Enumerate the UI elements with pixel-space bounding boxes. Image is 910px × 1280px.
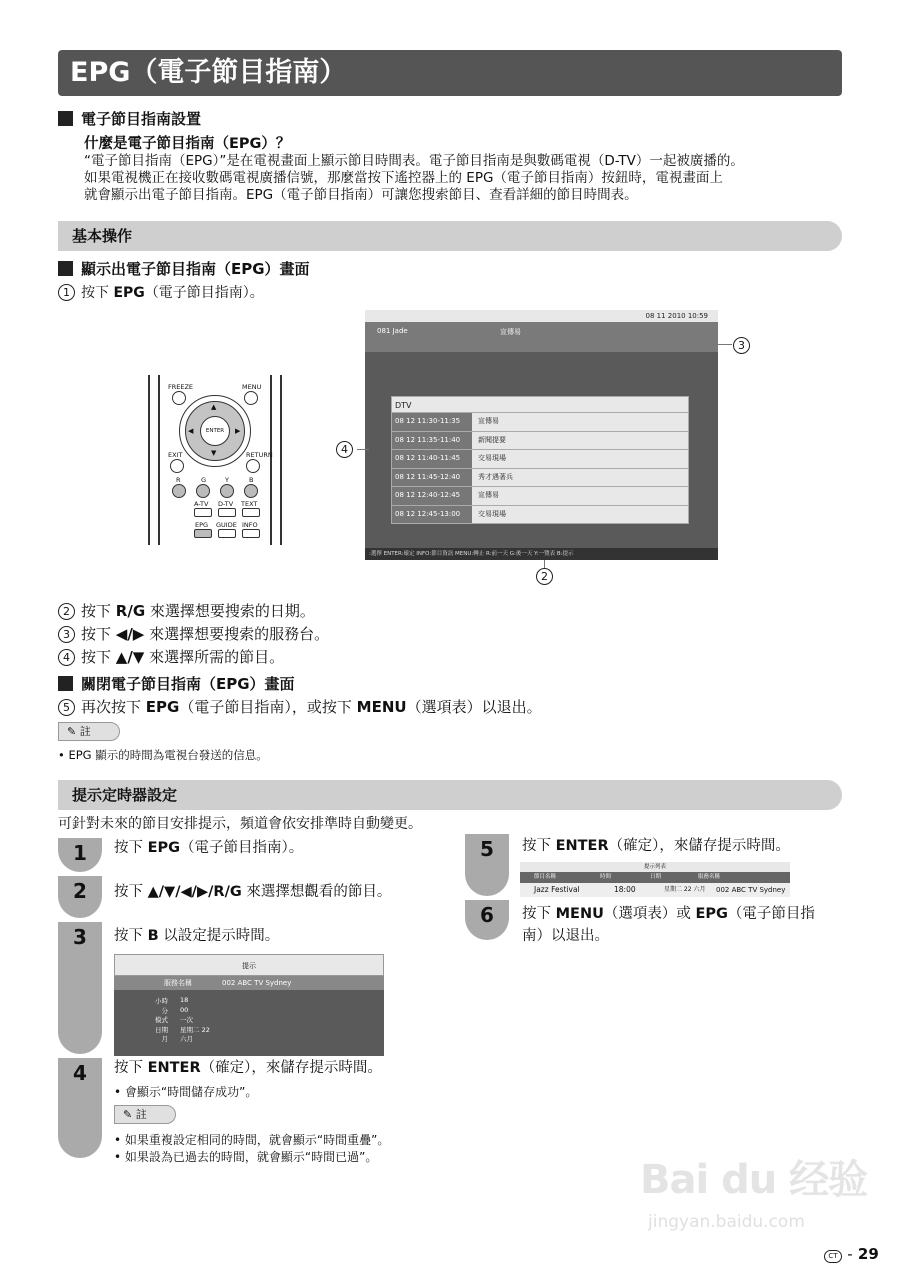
epg-channel-info [365,322,718,352]
step-2-line: 2 按下 R/G 來選擇想要搜索的日期。 [58,600,315,621]
page-title: EPG（電子節目指南） [58,50,842,96]
reminder-step-4: 按下 ENTER（確定），來儲存提示時間。 [114,1060,382,1076]
basic-operation-bar: 基本操作 [58,221,842,251]
atv-button [194,508,212,517]
reminder-success-note: • 會顯示“時間儲存成功”。 [114,1085,258,1099]
reminder-intro: 可針對未來的節目安排提示，頻道會依安排準時自動變更。 [58,816,422,832]
epg-current-program: 宣傳易 [500,328,521,336]
show-epg-heading: 顯示出電子節目指南（EPG）畫面 [58,258,310,279]
note-badge: ✎ 註 [58,722,120,741]
step-number-circle: 4 [58,649,75,666]
step-5-badge: 5 [465,834,509,896]
step-3-badge: 3 [58,922,102,1054]
baidu-watermark-logo: Bai du 经验 [640,1157,868,1203]
step-3-line: 3 按下 ◀/▶ 來選擇想要搜索的服務台。 [58,623,329,644]
epg-grid-header: DTV [391,396,689,413]
dtv-label: D-TV [218,500,234,508]
step-1-line: 1 按下 EPG（電子節目指南）。 [58,282,264,302]
epg-grid-row: 08 12 12:45-13:00 交易現場 [391,506,689,525]
baidu-watermark-url: jingyan.baidu.com [648,1212,805,1232]
epg-grid-row: 08 12 11:40-11:45 交易現場 [391,450,689,469]
remote-edge-line [148,375,150,545]
reminder-field-row: 分 00 [161,1005,189,1015]
r-label: R [176,476,181,484]
step-4-line: 4 按下 ▲/▼ 來選擇所需的節目。 [58,646,284,667]
epg-grid-row: 08 12 12:40-12:45 宣傳易 [391,487,689,506]
return-label: RETURN [246,451,273,459]
reminder-step-3: 按下 B 以設定提示時間。 [114,928,280,944]
reminder-field-row: 模式 一次 [155,1016,193,1024]
paperclip-icon: ✎ [123,1108,133,1121]
r-button [172,484,186,498]
freeze-label: FREEZE [168,383,194,391]
reminder-step-5: 按下 ENTER（確定），來儲存提示時間。 [522,838,790,854]
reminder-field-row: 日期 星期二 22 [155,1025,210,1034]
epg-footer-legend: :選擇 ENTER:確定 INFO:節目資訊 MENU:轉止 R:前一天 G:後一天 Y:一覽表 B:提示 [365,548,718,560]
step-1-badge: 1 [58,838,102,872]
intro-paragraph-line-2: 如果電視機正在接收數碼電視廣播信號，那麼當按下遙控器上的 EPG（電子節目指南）按鈕時，電視畫面上 [84,170,723,186]
epg-label: EPG [195,521,209,529]
epg-screen-illustration [365,310,718,560]
page-number: 29 [857,1245,879,1263]
guide-button [218,529,236,538]
reminder-list-columns: 節目名稱 時間 日期 服務名稱 [520,872,790,883]
remote-edge-line [280,375,282,545]
reminder-service-row: 服務名稱 002 ABC TV Sydney [114,976,384,990]
atv-label: A-TV [194,500,209,508]
step-number-circle: 3 [58,626,75,643]
paperclip-icon: ✎ [67,725,77,738]
remote-edge-line [270,375,272,545]
epg-datetime: 08 11 2010 10:59 [365,310,718,322]
g-button [196,484,210,498]
what-is-epg-subheading: 什麼是電子節目指南（EPG）？ [84,136,291,152]
return-button [246,459,260,473]
callout-line [544,560,545,568]
remote-control-illustration [148,375,283,545]
square-bullet-icon [58,676,73,691]
epg-button [194,529,212,538]
epg-time-note: • EPG 顯示的時間為電視台發送的信息。 [58,748,268,762]
epg-program-grid [391,396,689,524]
epg-grid-row: 08 12 11:35-11:40 新聞提要 [391,432,689,451]
guide-label: GUIDE [216,521,237,529]
callout-4: 4 [336,441,353,458]
callout-2: 2 [536,568,553,585]
square-bullet-icon [58,111,73,126]
up-arrow-icon: ▲ [211,403,217,411]
y-label: Y [225,476,229,484]
note-badge: ✎ 註 [114,1105,176,1124]
reminder-box-title: 提示 [114,954,384,976]
callout-3: 3 [733,337,750,354]
step-6-badge: 6 [465,900,509,940]
step-4-badge: 4 [58,1058,102,1158]
menu-button [244,391,258,405]
reminder-settings-box [114,954,384,1056]
down-arrow-icon: ▼ [211,449,217,457]
reminder-step-2: 按下 ▲/▼/◀/▶/R/G 來選擇想觀看的節目。 [114,884,392,900]
intro-paragraph-line-3: 就會顯示出電子節目指南。EPG（電子節目指南）可讓您搜索節目、查看詳細的節目時間表。 [84,187,638,203]
language-badge: CT [824,1250,842,1263]
epg-grid-row: 08 12 11:45-12:40 秀才遇著兵 [391,469,689,488]
reminder-step-1: 按下 EPG（電子節目指南）。 [114,840,304,856]
info-button [242,529,260,538]
step-2-badge: 2 [58,876,102,918]
reminder-step-6-line-2: 南）以退出。 [522,928,609,944]
section-heading-epg-settings: 電子節目指南設置 [58,108,201,129]
dtv-button [218,508,236,517]
reminder-box-body [114,990,384,1056]
exit-button [170,459,184,473]
menu-label: MENU [242,383,262,391]
reminder-list-row: Jazz Festival 18:00 星期二 22 六月 002 ABC TV Sydney [520,883,790,897]
b-button [244,484,258,498]
reminder-list-title: 提示列表 [520,862,790,872]
y-button [220,484,234,498]
intro-paragraph-line-1: “電子節目指南（EPG）”是在電視畫面上顯示節目時間表。電子節目指南是與數碼電視（D-TV）一起被廣播的。 [84,153,744,169]
text-button [242,508,260,517]
remote-edge-line [158,375,160,545]
text-label: TEXT [241,500,258,508]
reminder-field-row: 小時 18 [155,996,189,1005]
square-bullet-icon [58,261,73,276]
step-number-circle: 1 [58,284,75,301]
reminder-field-row: 月 六月 [161,1035,193,1043]
callout-line [357,449,369,450]
step-number-circle: 5 [58,699,75,716]
reminder-step-6: 按下 MENU（選項表）或 EPG（電子節目指 [522,906,815,922]
freeze-button [172,391,186,405]
right-arrow-icon: ▶ [235,427,241,435]
callout-line [712,344,732,345]
g-label: G [201,476,207,484]
step-number-circle: 2 [58,603,75,620]
reminder-list-box [520,862,790,900]
reminder-timer-bar: 提示定時器設定 [58,780,842,810]
step-5-line: 5 再次按下 EPG（電子節目指南），或按下 MENU（選項表）以退出。 [58,696,542,717]
page-number-footer: CT - 29 [824,1245,879,1263]
left-arrow-icon: ◀ [188,427,194,435]
epg-grid-row: 08 12 11:30-11:35 宣傳易 [391,413,689,432]
b-label: B [249,476,254,484]
info-label: INFO [242,521,258,529]
exit-label: EXIT [168,451,183,459]
enter-button: ENTER [200,416,230,446]
expired-note: • 如果設為已過去的時間，就會顯示“時間已過”。 [114,1150,378,1164]
overlap-note: • 如果重複設定相同的時間，就會顯示“時間重疊”。 [114,1133,390,1147]
close-epg-heading: 關閉電子節目指南（EPG）畫面 [58,673,295,694]
epg-channel: 081 Jade [377,327,408,335]
